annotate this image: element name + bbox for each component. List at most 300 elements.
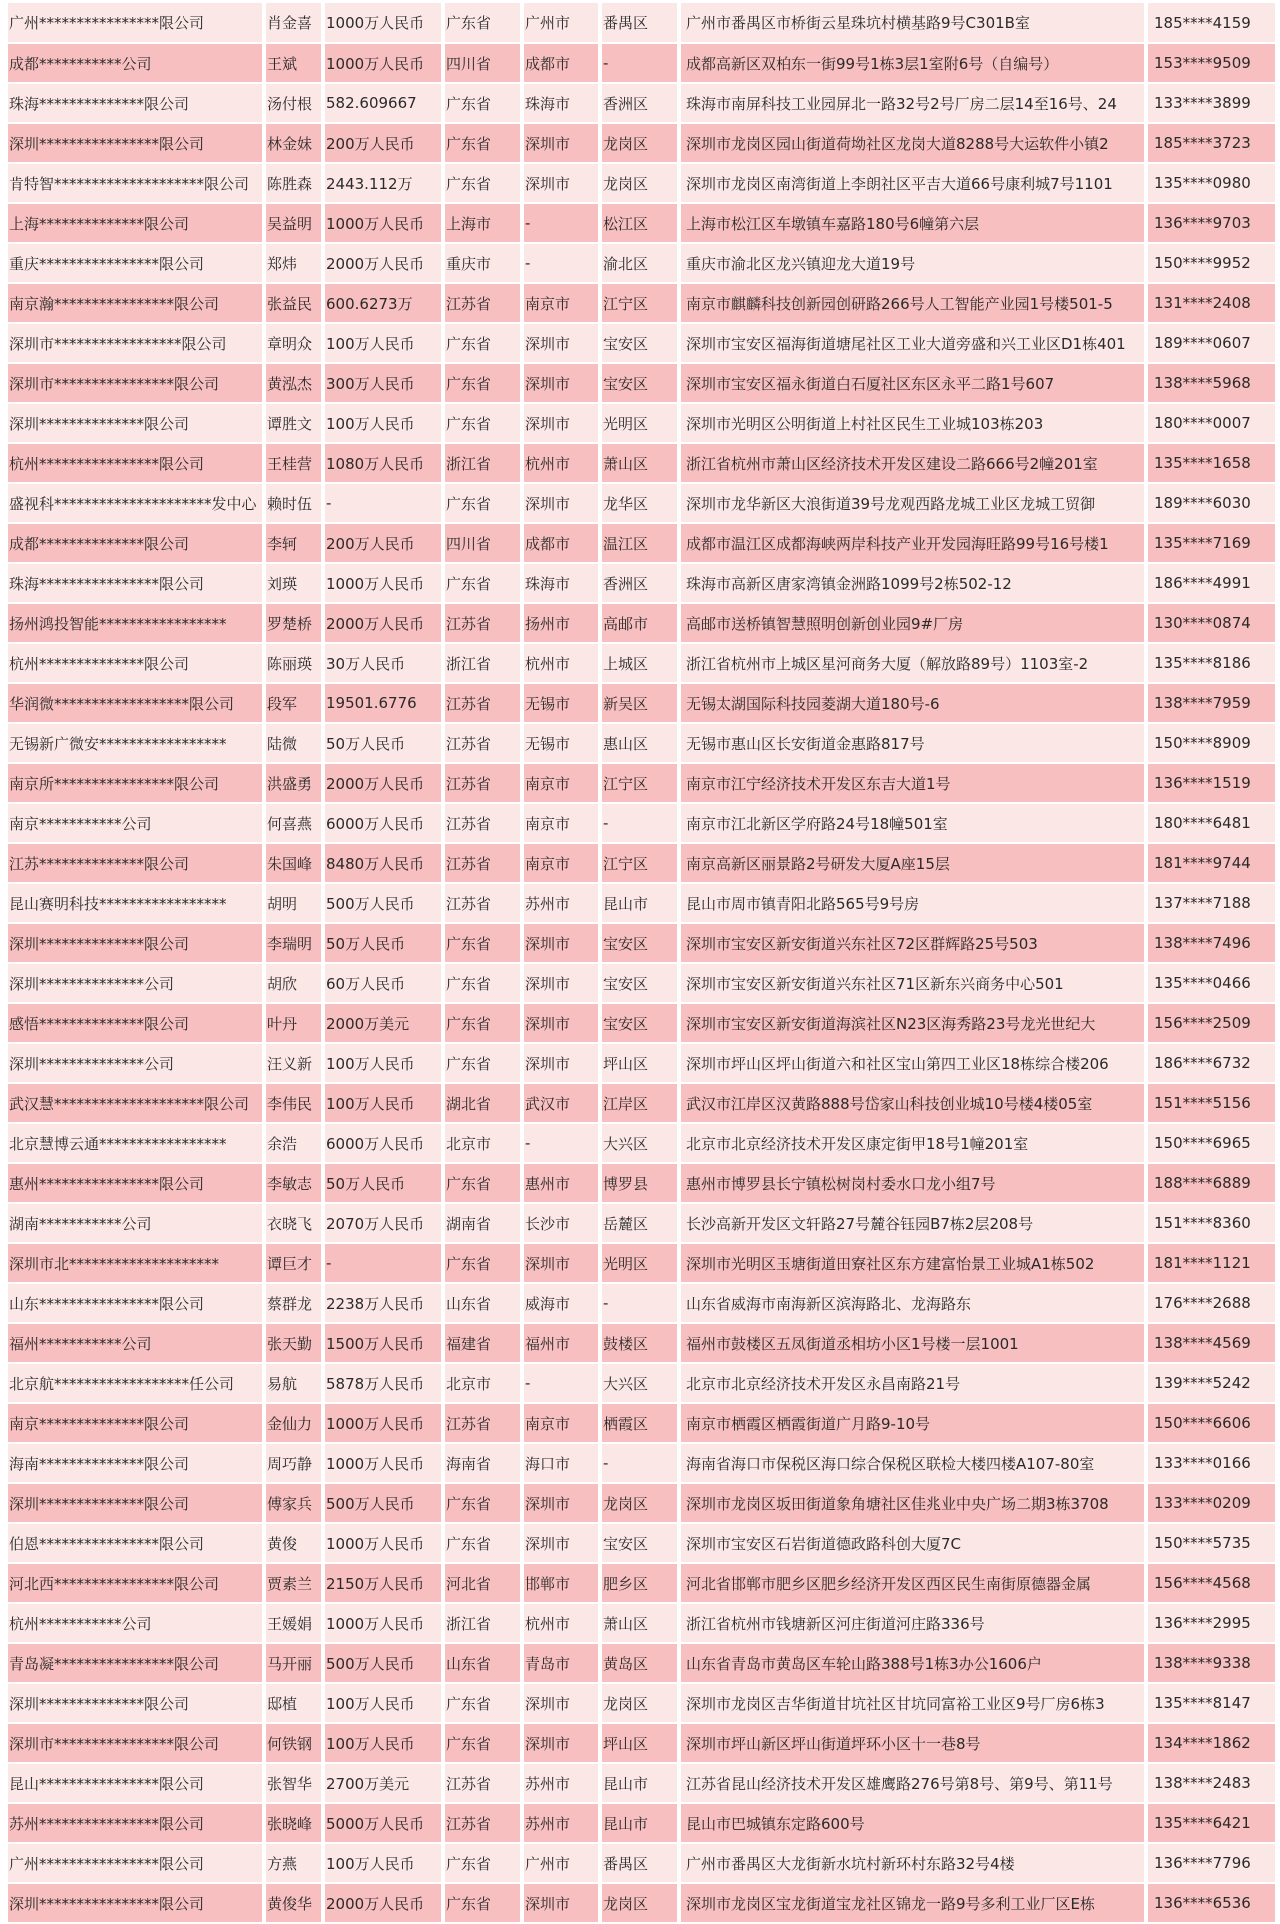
legal-person-cell: 陆微: [264, 723, 323, 763]
legal-person-cell: 李敏志: [264, 1163, 323, 1203]
phone-cell: 136****9703: [1146, 203, 1275, 243]
company-name-cell: 福州***********公司: [8, 1323, 264, 1363]
table-row: [8, 1003, 1275, 1043]
city-cell: 南京市: [522, 763, 600, 803]
phone-cell: 135****7169: [1146, 523, 1275, 563]
legal-person-cell: 何喜燕: [264, 803, 323, 843]
table-row: [8, 483, 1275, 523]
legal-person-cell: 胡欣: [264, 963, 323, 1003]
table-row: [8, 763, 1275, 803]
table-body: [8, 3, 1275, 1923]
table-row: [8, 403, 1275, 443]
district-cell: 宝安区: [600, 363, 679, 403]
company-name-cell: 深圳**************公司: [8, 963, 264, 1003]
registered-capital-cell: 500万人民币: [323, 1643, 443, 1683]
district-cell: 龙岗区: [600, 1883, 679, 1923]
registered-capital-cell: 1000万人民币: [323, 3, 443, 43]
district-cell: 松江区: [600, 203, 679, 243]
registered-capital-cell: 5000万人民币: [323, 1803, 443, 1843]
company-name-cell: 深圳市****************限公司: [8, 1723, 264, 1763]
district-cell: 萧山区: [600, 1603, 679, 1643]
table-row: [8, 683, 1275, 723]
company-name-cell: 青岛凝****************限公司: [8, 1643, 264, 1683]
phone-cell: 135****8147: [1146, 1683, 1275, 1723]
legal-person-cell: 蔡群龙: [264, 1283, 323, 1323]
province-cell: 江苏省: [443, 843, 522, 883]
address-cell: 深圳市宝安区新安街道兴东社区71区新东兴商务中心501: [679, 963, 1146, 1003]
table-row: [8, 603, 1275, 643]
legal-person-cell: 罗楚桥: [264, 603, 323, 643]
province-cell: 广东省: [443, 1243, 522, 1283]
address-cell: 南京市江宁经济技术开发区东吉大道1号: [679, 763, 1146, 803]
city-cell: 杭州市: [522, 643, 600, 683]
company-name-cell: 杭州**************限公司: [8, 643, 264, 683]
address-cell: 武汉市江岸区汉黄路888号岱家山科技创业城10号楼4楼05室: [679, 1083, 1146, 1123]
legal-person-cell: 赖时伍: [264, 483, 323, 523]
address-cell: 长沙高新开发区文轩路27号麓谷钰园B7栋2层208号: [679, 1203, 1146, 1243]
legal-person-cell: 张益民: [264, 283, 323, 323]
address-cell: 深圳市宝安区石岩街道德政路科创大厦7C: [679, 1523, 1146, 1563]
company-name-cell: 华润微******************限公司: [8, 683, 264, 723]
city-cell: 邯郸市: [522, 1563, 600, 1603]
phone-cell: 150****8909: [1146, 723, 1275, 763]
province-cell: 广东省: [443, 963, 522, 1003]
district-cell: 江宁区: [600, 843, 679, 883]
district-cell: 高邮市: [600, 603, 679, 643]
phone-cell: 180****6481: [1146, 803, 1275, 843]
city-cell: -: [522, 1123, 600, 1163]
district-cell: 新吴区: [600, 683, 679, 723]
city-cell: 苏州市: [522, 1803, 600, 1843]
table-row: [8, 1283, 1275, 1323]
table-row: [8, 883, 1275, 923]
legal-person-cell: 张智华: [264, 1763, 323, 1803]
phone-cell: 181****9744: [1146, 843, 1275, 883]
address-cell: 昆山市巴城镇东定路600号: [679, 1803, 1146, 1843]
legal-person-cell: 张天勤: [264, 1323, 323, 1363]
city-cell: 深圳市: [522, 1883, 600, 1923]
province-cell: 广东省: [443, 483, 522, 523]
company-name-cell: 深圳**************限公司: [8, 403, 264, 443]
registered-capital-cell: 6000万人民币: [323, 803, 443, 843]
registered-capital-cell: 100万人民币: [323, 1723, 443, 1763]
address-cell: 深圳市宝安区福永街道白石厦社区东区永平二路1号607: [679, 363, 1146, 403]
address-cell: 北京市北京经济技术开发区永昌南路21号: [679, 1363, 1146, 1403]
legal-person-cell: 黄俊: [264, 1523, 323, 1563]
phone-cell: 150****9952: [1146, 243, 1275, 283]
table-row: [8, 43, 1275, 83]
address-cell: 无锡太湖国际科技园菱湖大道180号-6: [679, 683, 1146, 723]
phone-cell: 136****6536: [1146, 1883, 1275, 1923]
district-cell: 龙华区: [600, 483, 679, 523]
legal-person-cell: 胡明: [264, 883, 323, 923]
table-row: [8, 203, 1275, 243]
legal-person-cell: 章明众: [264, 323, 323, 363]
city-cell: -: [522, 243, 600, 283]
table-row: [8, 1043, 1275, 1083]
city-cell: 南京市: [522, 283, 600, 323]
city-cell: 南京市: [522, 803, 600, 843]
province-cell: 广东省: [443, 1843, 522, 1883]
city-cell: 成都市: [522, 43, 600, 83]
company-name-cell: 北京慧博云通*****************: [8, 1123, 264, 1163]
district-cell: 江宁区: [600, 763, 679, 803]
table-row: [8, 363, 1275, 403]
city-cell: 苏州市: [522, 883, 600, 923]
province-cell: 广东省: [443, 1483, 522, 1523]
phone-cell: 133****0209: [1146, 1483, 1275, 1523]
province-cell: 广东省: [443, 1043, 522, 1083]
registered-capital-cell: 1000万人民币: [323, 1403, 443, 1443]
province-cell: 北京市: [443, 1363, 522, 1403]
province-cell: 广东省: [443, 1003, 522, 1043]
district-cell: 昆山市: [600, 1803, 679, 1843]
city-cell: 深圳市: [522, 403, 600, 443]
address-cell: 深圳市龙华新区大浪街道39号龙观西路龙城工业区龙城工贸御: [679, 483, 1146, 523]
district-cell: 栖霞区: [600, 1403, 679, 1443]
address-cell: 浙江省杭州市萧山区经济技术开发区建设二路666号2幢201室: [679, 443, 1146, 483]
table-row: [8, 1123, 1275, 1163]
phone-cell: 189****6030: [1146, 483, 1275, 523]
address-cell: 高邮市送桥镇智慧照明创新创业园9#厂房: [679, 603, 1146, 643]
province-cell: 广东省: [443, 1723, 522, 1763]
table-row: [8, 923, 1275, 963]
registered-capital-cell: 5878万人民币: [323, 1363, 443, 1403]
district-cell: -: [600, 803, 679, 843]
legal-person-cell: 李瑞明: [264, 923, 323, 963]
legal-person-cell: 林金妹: [264, 123, 323, 163]
table-row: [8, 1643, 1275, 1683]
registered-capital-cell: 100万人民币: [323, 1043, 443, 1083]
table-row: [8, 1163, 1275, 1203]
table-row: [8, 723, 1275, 763]
registered-capital-cell: 1000万人民币: [323, 43, 443, 83]
registered-capital-cell: 1000万人民币: [323, 203, 443, 243]
company-name-cell: 山东****************限公司: [8, 1283, 264, 1323]
company-name-cell: 惠州****************限公司: [8, 1163, 264, 1203]
legal-person-cell: 王媛娟: [264, 1603, 323, 1643]
registered-capital-cell: 2000万美元: [323, 1003, 443, 1043]
company-name-cell: 无锡新广微安*****************: [8, 723, 264, 763]
phone-cell: 138****7496: [1146, 923, 1275, 963]
table-row: [8, 963, 1275, 1003]
address-cell: 南京市江北新区学府路24号18幢501室: [679, 803, 1146, 843]
district-cell: 江宁区: [600, 283, 679, 323]
phone-cell: 138****7959: [1146, 683, 1275, 723]
province-cell: 广东省: [443, 123, 522, 163]
legal-person-cell: 段军: [264, 683, 323, 723]
legal-person-cell: 张晓峰: [264, 1803, 323, 1843]
district-cell: 肥乡区: [600, 1563, 679, 1603]
registered-capital-cell: 6000万人民币: [323, 1123, 443, 1163]
company-name-cell: 感悟**************限公司: [8, 1003, 264, 1043]
province-cell: 江苏省: [443, 763, 522, 803]
district-cell: 坪山区: [600, 1043, 679, 1083]
table-row: [8, 443, 1275, 483]
company-name-cell: 杭州****************限公司: [8, 443, 264, 483]
district-cell: 光明区: [600, 1243, 679, 1283]
company-name-cell: 苏州****************限公司: [8, 1803, 264, 1843]
province-cell: 江苏省: [443, 1403, 522, 1443]
table-row: [8, 3, 1275, 43]
table-row: [8, 1883, 1275, 1923]
district-cell: 宝安区: [600, 1003, 679, 1043]
address-cell: 深圳市龙岗区园山街道荷坳社区龙岗大道8288号大运软件小镇2: [679, 123, 1146, 163]
company-name-cell: 海南**************限公司: [8, 1443, 264, 1483]
address-cell: 河北省邯郸市肥乡区肥乡经济开发区西区民生南街原德器金属: [679, 1563, 1146, 1603]
phone-cell: 180****0007: [1146, 403, 1275, 443]
city-cell: 威海市: [522, 1283, 600, 1323]
province-cell: 江苏省: [443, 723, 522, 763]
legal-person-cell: 何铁钢: [264, 1723, 323, 1763]
province-cell: 江苏省: [443, 683, 522, 723]
table-row: [8, 1803, 1275, 1843]
province-cell: 广东省: [443, 1523, 522, 1563]
legal-person-cell: 谭巨才: [264, 1243, 323, 1283]
phone-cell: 139****5242: [1146, 1363, 1275, 1403]
city-cell: 无锡市: [522, 683, 600, 723]
province-cell: 山东省: [443, 1643, 522, 1683]
city-cell: 苏州市: [522, 1763, 600, 1803]
city-cell: 珠海市: [522, 563, 600, 603]
phone-cell: 138****5968: [1146, 363, 1275, 403]
district-cell: 黄岛区: [600, 1643, 679, 1683]
province-cell: 重庆市: [443, 243, 522, 283]
registered-capital-cell: 200万人民币: [323, 523, 443, 563]
registered-capital-cell: 50万人民币: [323, 1163, 443, 1203]
company-name-cell: 上海**************限公司: [8, 203, 264, 243]
registered-capital-cell: 19501.6776: [323, 683, 443, 723]
phone-cell: 135****0980: [1146, 163, 1275, 203]
province-cell: 福建省: [443, 1323, 522, 1363]
table-row: [8, 1363, 1275, 1403]
district-cell: 番禺区: [600, 3, 679, 43]
address-cell: 深圳市光明区公明街道上村社区民生工业城103栋203: [679, 403, 1146, 443]
province-cell: 广东省: [443, 563, 522, 603]
province-cell: 河北省: [443, 1563, 522, 1603]
city-cell: 深圳市: [522, 323, 600, 363]
registered-capital-cell: 100万人民币: [323, 1843, 443, 1883]
district-cell: 宝安区: [600, 963, 679, 1003]
phone-cell: 150****6965: [1146, 1123, 1275, 1163]
city-cell: 深圳市: [522, 123, 600, 163]
address-cell: 浙江省杭州市钱塘新区河庄街道河庄路336号: [679, 1603, 1146, 1643]
company-name-cell: 成都**************限公司: [8, 523, 264, 563]
province-cell: 广东省: [443, 923, 522, 963]
table-row: [8, 83, 1275, 123]
province-cell: 广东省: [443, 323, 522, 363]
province-cell: 江苏省: [443, 1803, 522, 1843]
registered-capital-cell: 50万人民币: [323, 923, 443, 963]
address-cell: 山东省青岛市黄岛区车轮山路388号1栋3办公1606户: [679, 1643, 1146, 1683]
phone-cell: 186****6732: [1146, 1043, 1275, 1083]
company-name-cell: 伯恩****************限公司: [8, 1523, 264, 1563]
registered-capital-cell: 2443.112万: [323, 163, 443, 203]
registered-capital-cell: 500万人民币: [323, 883, 443, 923]
province-cell: 江苏省: [443, 883, 522, 923]
district-cell: 坪山区: [600, 1723, 679, 1763]
address-cell: 深圳市龙岗区南湾街道上李朗社区平吉大道66号康利城7号1101: [679, 163, 1146, 203]
phone-cell: 189****0607: [1146, 323, 1275, 363]
company-name-cell: 昆山赛明科技*****************: [8, 883, 264, 923]
registered-capital-cell: 2000万人民币: [323, 243, 443, 283]
address-cell: 深圳市龙岗区坂田街道象角塘社区佳兆业中央广场二期3栋3708: [679, 1483, 1146, 1523]
table-row: [8, 1083, 1275, 1123]
company-name-cell: 深圳市****************限公司: [8, 363, 264, 403]
table-row: [8, 1763, 1275, 1803]
company-name-cell: 昆山****************限公司: [8, 1763, 264, 1803]
province-cell: 江苏省: [443, 283, 522, 323]
district-cell: 大兴区: [600, 1363, 679, 1403]
city-cell: 深圳市: [522, 1523, 600, 1563]
company-name-cell: 扬州鸿投智能*****************: [8, 603, 264, 643]
address-cell: 南京高新区丽景路2号研发大厦A座15层: [679, 843, 1146, 883]
address-cell: 江苏省昆山经济技术开发区雄鹰路276号第8号、第9号、第11号: [679, 1763, 1146, 1803]
table-row: [8, 1603, 1275, 1643]
registered-capital-cell: 1000万人民币: [323, 1603, 443, 1643]
phone-cell: 135****8186: [1146, 643, 1275, 683]
registered-capital-cell: 2000万人民币: [323, 603, 443, 643]
city-cell: 惠州市: [522, 1163, 600, 1203]
city-cell: 深圳市: [522, 1043, 600, 1083]
phone-cell: 153****9509: [1146, 43, 1275, 83]
district-cell: 大兴区: [600, 1123, 679, 1163]
phone-cell: 185****4159: [1146, 3, 1275, 43]
district-cell: 渝北区: [600, 243, 679, 283]
phone-cell: 150****5735: [1146, 1523, 1275, 1563]
province-cell: 江苏省: [443, 603, 522, 643]
address-cell: 重庆市渝北区龙兴镇迎龙大道19号: [679, 243, 1146, 283]
district-cell: 宝安区: [600, 323, 679, 363]
district-cell: 龙岗区: [600, 123, 679, 163]
phone-cell: 185****3723: [1146, 123, 1275, 163]
company-name-cell: 深圳**************限公司: [8, 923, 264, 963]
table-row: [8, 243, 1275, 283]
province-cell: 江苏省: [443, 1763, 522, 1803]
legal-person-cell: 朱国峰: [264, 843, 323, 883]
table-row: [8, 1403, 1275, 1443]
district-cell: 香洲区: [600, 563, 679, 603]
district-cell: -: [600, 43, 679, 83]
registered-capital-cell: 2000万人民币: [323, 1883, 443, 1923]
registered-capital-cell: 582.609667: [323, 83, 443, 123]
company-name-cell: 深圳**************公司: [8, 1043, 264, 1083]
city-cell: 成都市: [522, 523, 600, 563]
company-name-cell: 广州****************限公司: [8, 3, 264, 43]
legal-person-cell: 衣晓飞: [264, 1203, 323, 1243]
legal-person-cell: 周巧静: [264, 1443, 323, 1483]
province-cell: 广东省: [443, 1683, 522, 1723]
registered-capital-cell: 100万人民币: [323, 1083, 443, 1123]
legal-person-cell: 黄泓杰: [264, 363, 323, 403]
company-name-cell: 北京航******************任公司: [8, 1363, 264, 1403]
registered-capital-cell: -: [323, 483, 443, 523]
province-cell: 北京市: [443, 1123, 522, 1163]
phone-cell: 136****2995: [1146, 1603, 1275, 1643]
phone-cell: 133****0166: [1146, 1443, 1275, 1483]
province-cell: 广东省: [443, 363, 522, 403]
address-cell: 无锡市惠山区长安街道金惠路817号: [679, 723, 1146, 763]
table-row: [8, 283, 1275, 323]
province-cell: 海南省: [443, 1443, 522, 1483]
phone-cell: 135****0466: [1146, 963, 1275, 1003]
phone-cell: 138****4569: [1146, 1323, 1275, 1363]
city-cell: 南京市: [522, 1403, 600, 1443]
legal-person-cell: 谭胜文: [264, 403, 323, 443]
city-cell: 深圳市: [522, 1003, 600, 1043]
table-row: [8, 1723, 1275, 1763]
registered-capital-cell: 8480万人民币: [323, 843, 443, 883]
legal-person-cell: 洪盛勇: [264, 763, 323, 803]
phone-cell: 138****2483: [1146, 1763, 1275, 1803]
registered-capital-cell: 100万人民币: [323, 1683, 443, 1723]
table-row: [8, 643, 1275, 683]
registered-capital-cell: 500万人民币: [323, 1483, 443, 1523]
table-row: [8, 1443, 1275, 1483]
phone-cell: 156****4568: [1146, 1563, 1275, 1603]
registered-capital-cell: 1500万人民币: [323, 1323, 443, 1363]
province-cell: 浙江省: [443, 1603, 522, 1643]
table-row: [8, 1683, 1275, 1723]
district-cell: 昆山市: [600, 1763, 679, 1803]
province-cell: 广东省: [443, 83, 522, 123]
company-name-cell: 江苏**************限公司: [8, 843, 264, 883]
legal-person-cell: 黄俊华: [264, 1883, 323, 1923]
registered-capital-cell: 1000万人民币: [323, 1443, 443, 1483]
company-name-cell: 广州****************限公司: [8, 1843, 264, 1883]
province-cell: 上海市: [443, 203, 522, 243]
district-cell: 香洲区: [600, 83, 679, 123]
table-row: [8, 1843, 1275, 1883]
city-cell: 深圳市: [522, 923, 600, 963]
city-cell: -: [522, 1363, 600, 1403]
address-cell: 珠海市南屏科技工业园屏北一路32号2号厂房二层14至16号、24: [679, 83, 1146, 123]
company-name-cell: 湖南***********公司: [8, 1203, 264, 1243]
registered-capital-cell: 2238万人民币: [323, 1283, 443, 1323]
province-cell: 湖北省: [443, 1083, 522, 1123]
city-cell: 杭州市: [522, 443, 600, 483]
district-cell: 鼓楼区: [600, 1323, 679, 1363]
legal-person-cell: 肖金喜: [264, 3, 323, 43]
legal-person-cell: 汤付根: [264, 83, 323, 123]
address-cell: 成都高新区双柏东一街99号1栋3层1室附6号（自编号）: [679, 43, 1146, 83]
registered-capital-cell: 100万人民币: [323, 323, 443, 363]
province-cell: 山东省: [443, 1283, 522, 1323]
legal-person-cell: 贾素兰: [264, 1563, 323, 1603]
table-row: [8, 1203, 1275, 1243]
phone-cell: 181****1121: [1146, 1243, 1275, 1283]
company-name-cell: 深圳**************限公司: [8, 1683, 264, 1723]
registered-capital-cell: -: [323, 1243, 443, 1283]
phone-cell: 151****8360: [1146, 1203, 1275, 1243]
legal-person-cell: 余浩: [264, 1123, 323, 1163]
company-name-cell: 南京**************限公司: [8, 1403, 264, 1443]
district-cell: 龙岗区: [600, 1683, 679, 1723]
district-cell: 番禺区: [600, 1843, 679, 1883]
phone-cell: 156****2509: [1146, 1003, 1275, 1043]
city-cell: 福州市: [522, 1323, 600, 1363]
city-cell: 广州市: [522, 3, 600, 43]
company-table: [8, 3, 1275, 1924]
address-cell: 深圳市宝安区新安街道海滨社区N23区海秀路23号龙光世纪大: [679, 1003, 1146, 1043]
address-cell: 南京市麒麟科技创新园创研路266号人工智能产业园1号楼501-5: [679, 283, 1146, 323]
company-name-cell: 深圳市*****************限公司: [8, 323, 264, 363]
registered-capital-cell: 200万人民币: [323, 123, 443, 163]
city-cell: 深圳市: [522, 1683, 600, 1723]
company-name-cell: 重庆****************限公司: [8, 243, 264, 283]
province-cell: 广东省: [443, 1883, 522, 1923]
province-cell: 江苏省: [443, 803, 522, 843]
